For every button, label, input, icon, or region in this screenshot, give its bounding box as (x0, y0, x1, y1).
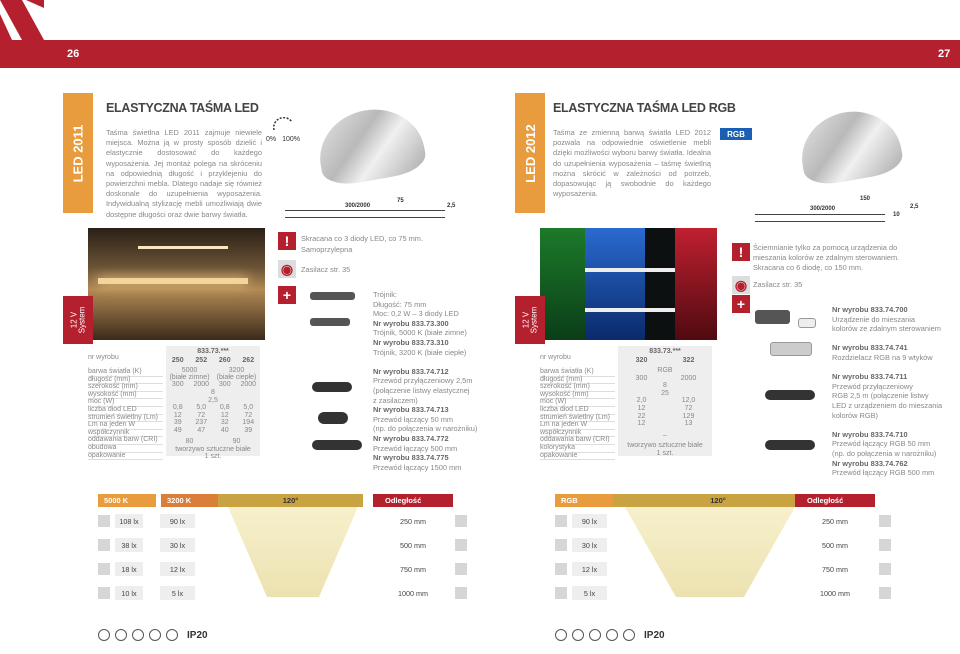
accessory-line: Nr wyrobu 833.74.762 (832, 458, 908, 468)
lux-3200k: 90 lx (160, 514, 195, 528)
dim-height: 2,5 (447, 203, 456, 209)
accessory-line: (połączenie listwy elastycznej (373, 385, 470, 395)
cable-image-2 (318, 412, 348, 424)
page-title: ELASTYCZNA TAŚMA LED (106, 101, 259, 115)
accessory-line: Trójnik, 3200 K (białe ciepłe) (373, 347, 467, 357)
accessory-line: (np. do połączenia w narożniku) (373, 424, 478, 434)
row-marker (455, 563, 467, 575)
cert-icon (623, 629, 635, 641)
table-row-label: liczba diod LED (88, 406, 163, 415)
accessory-line: Nr wyrobu 833.74.712 (373, 366, 449, 376)
light-glow (98, 278, 248, 284)
table-cell: 2000 (680, 374, 697, 382)
plus-icon-right: + (732, 295, 750, 313)
table-cell: 300 (635, 374, 648, 382)
row-marker (555, 539, 567, 551)
table-cell: 300 (171, 381, 184, 389)
accessory-line: Rozdzielacz RGB na 9 wtyków (832, 352, 933, 362)
rgb-badge: RGB (720, 128, 752, 140)
rgb-cable-image (765, 390, 815, 400)
note-shortening-right: Skracana co 6 diodę, co 150 mm. (753, 263, 864, 272)
lux-3200k: 12 lx (160, 562, 195, 576)
accessory-line: (np. do połączenia w narożniku) (832, 448, 937, 458)
row-marker (879, 563, 891, 575)
dim-height-right: 2,5 (910, 204, 919, 210)
product-band-right (515, 93, 545, 213)
blue-light (585, 228, 645, 340)
table-cell: 237 (195, 419, 208, 427)
row-marker (555, 587, 567, 599)
spec-table-left (88, 346, 268, 461)
accessory-line: Trójnik: (373, 290, 397, 299)
accessory-line (832, 334, 957, 344)
accessory-line: LED z urządzeniem do mieszania (832, 400, 943, 410)
lux-5000k: 18 lx (115, 562, 143, 576)
eye-icon-right: ◉ (732, 276, 750, 294)
hdr-distance-right: Odległość (795, 494, 875, 507)
table-cell: 300 (218, 381, 231, 389)
table-col-header: 320 (635, 357, 648, 364)
table-cell: 0,8 (172, 404, 183, 412)
table-col-header: 260 (218, 357, 231, 364)
table-row-label: barwa światła (K) (540, 368, 615, 377)
table-cell: 2,0 (636, 397, 647, 405)
light-cone (228, 507, 358, 597)
dimmer-indicator (266, 117, 306, 143)
cert-icon (572, 629, 584, 641)
table-cell: 12 (173, 411, 182, 419)
table-cell: 47 (197, 427, 206, 435)
lux-rgb: 90 lx (572, 514, 607, 528)
accessory-line: Nr wyrobu 833.74.741 (832, 343, 908, 353)
table-row-label: Lm na jeden W (88, 421, 163, 430)
accessory-line: Przewód przyłączeniowy 2,5m (373, 376, 473, 386)
table-row-label: długość (mm) (88, 376, 163, 385)
row-marker (879, 539, 891, 551)
nr-label: nr wyrobu (88, 354, 119, 361)
red-light (675, 228, 717, 340)
dim-pitch-right: 150 (860, 196, 871, 202)
eye-icon: ◉ (278, 260, 296, 278)
system-badge-right (515, 296, 545, 344)
table-cell: 0,8 (219, 404, 230, 412)
shelf (585, 268, 675, 272)
band-label: LED 2012 (522, 123, 538, 183)
table-cell: 2000 (193, 381, 210, 389)
accessory-line: kolorów ze zdalnym sterowaniem (832, 324, 941, 334)
table-cell: 8 (211, 389, 215, 397)
hdr-3200k: 3200 K (161, 494, 218, 507)
dim-length-right: 300/2000 (810, 206, 836, 212)
table-cell: 39 (173, 419, 182, 427)
hdr-distance: Odległość (373, 494, 453, 507)
table-col-header: 322 (682, 357, 695, 364)
rgb-strip-image (795, 104, 905, 188)
table-group-right: 833.73.*** (649, 348, 681, 355)
accessory-line: Trójnik, 5000 K (białe zimne) (373, 328, 467, 338)
table-group: 833.73.*** (197, 348, 229, 355)
accessory-line: Przewód łączący 50 mm (373, 414, 454, 424)
led-strip-image (313, 101, 429, 188)
table-cell: 12 (220, 411, 229, 419)
table-row-label: opakowanie (88, 452, 163, 461)
table-row-label: długość (mm) (540, 376, 615, 385)
header-bar (0, 40, 960, 68)
corner-decoration (0, 0, 60, 40)
cert-icon (132, 629, 144, 641)
accessory-list-left (373, 290, 483, 472)
t-connector-image (310, 292, 355, 300)
table-row-label: oddawania barw (CRI) (540, 436, 615, 445)
table-cell: 80 (185, 437, 194, 445)
accessory-line (832, 363, 957, 373)
accessory-line: Przewód łączący 1500 mm (373, 462, 462, 472)
accessory-line: Przewód łączący 500 mm (373, 443, 458, 453)
table-cell: (białe zimne) (169, 374, 210, 382)
accessory-line: kolorów RGB) (832, 410, 878, 420)
table-row-label: strumień świetlny (Lm) (540, 414, 615, 423)
table-row-label: współczynnik (540, 429, 615, 438)
shelf-light (138, 246, 228, 249)
cert-icon (589, 629, 601, 641)
product-description-right: Taśma ze zmienną barwą światła LED 2012 pozwala na odpowiednie oświetlenie mebli dzięki możliwości wyboru barwy światła. Idealna do uzupełnienia wyposażenia – taśmę świetlną można skrócić w zależności od potrzeb, dopasowując ją swobodnie do każdego wyposażenia. (553, 128, 711, 199)
table-cell: 8 (663, 382, 667, 390)
note-shortening: Skracana co 3 diody LED, co 75 mm. (301, 234, 424, 243)
table-row-label: współczynnik (88, 429, 163, 438)
table-row-label: opakowanie (540, 452, 615, 461)
rgb-shelf-photo (540, 228, 717, 340)
table-cell: 22 (637, 412, 646, 420)
strip-ruler-right (755, 214, 885, 222)
accessory-line: Nr wyrobu 833.74.710 (832, 429, 908, 439)
accessory-line (373, 357, 483, 367)
system-label: 12 V System (68, 306, 86, 334)
table-col-header: 250 (171, 357, 184, 364)
row-marker (455, 515, 467, 527)
table-cell: 39 (244, 427, 253, 435)
ip-rating-right: IP20 (644, 629, 665, 641)
controller-image (755, 310, 790, 324)
warning-icon-right: ! (732, 243, 750, 261)
accessory-line: RGB 2,5 m (połączenie listwy (832, 391, 929, 401)
distance-value: 250 mm (795, 514, 875, 528)
table-cell: 40 (220, 427, 229, 435)
table-col-header: 262 (242, 357, 255, 364)
row-marker (455, 587, 467, 599)
lux-5000k: 108 lx (115, 514, 143, 528)
table-cell: 129 (682, 412, 695, 420)
power-supply-ref-right: Zasilacz str. 35 (753, 280, 803, 289)
table-row-label: wysokość (mm) (88, 391, 163, 400)
table-cell: (białe ciepłe) (216, 374, 257, 382)
row-marker (455, 539, 467, 551)
cert-icon (98, 629, 110, 641)
table-row-label: moc (W) (540, 398, 615, 407)
accessory-line: Nr wyrobu 833.73.300 (373, 318, 449, 328)
table-cell: 5,0 (196, 404, 207, 412)
table-cell: 3200 (228, 367, 245, 374)
distance-value: 1000 mm (373, 586, 453, 600)
table-cell: tworzywo sztuczne białe (627, 442, 703, 450)
accessory-line (832, 420, 957, 430)
splitter-image (770, 342, 812, 356)
t-connector-image-2 (310, 318, 350, 326)
row-marker (98, 563, 110, 575)
accessory-line: Nr wyrobu 833.74.775 (373, 453, 449, 463)
table-cell: 12,0 (681, 397, 696, 405)
power-supply-ref: Zasilacz str. 35 (301, 265, 351, 274)
table-cell: 2,5 (208, 396, 218, 404)
dimmer-min: 0% (266, 136, 277, 143)
lux-rgb: 5 lx (572, 586, 607, 600)
distance-value: 750 mm (373, 562, 453, 576)
plus-icon: + (278, 286, 296, 304)
table-cell: 5000 (181, 367, 198, 374)
table-cell: 2000 (240, 381, 257, 389)
table-cell: 194 (242, 419, 255, 427)
nr-label-right: nr wyrobu (540, 354, 571, 361)
table-row-label: oddawania barw (CRI) (88, 436, 163, 445)
cert-icon (149, 629, 161, 641)
accessory-line: Nr wyrobu 833.74.711 (832, 372, 908, 382)
cert-icon (166, 629, 178, 641)
product-band-left (63, 93, 93, 213)
cert-icon (606, 629, 618, 641)
row-marker (879, 587, 891, 599)
page-number-left: 26 (67, 48, 80, 60)
table-cell: tworzywo sztuczne białe (175, 446, 251, 454)
lux-3200k: 30 lx (160, 538, 195, 552)
row-marker (879, 515, 891, 527)
rgb-cable-image-2 (765, 440, 815, 450)
table-cell: 49 (173, 427, 182, 435)
note-adhesive: Samoprzylepna (301, 245, 353, 254)
table-cell: 13 (684, 420, 693, 428)
dimmer-icon (266, 117, 306, 131)
accessory-list-right (832, 305, 957, 478)
light-cone-right (625, 507, 795, 597)
accessory-line: z zasilaczem) (373, 395, 418, 405)
accessory-line: Przewód łączący RGB 500 mm (832, 468, 935, 478)
cert-icons-right (555, 628, 665, 642)
table-cell: 1 szt. (656, 449, 674, 457)
table-cell: 12 (637, 405, 646, 412)
table-cell: 12 (637, 420, 646, 428)
cable-image-3 (312, 440, 362, 450)
table-row-label: szerokość (mm) (540, 383, 615, 392)
hdr-angle-right: 120° (613, 494, 823, 507)
cert-icons-left (98, 628, 208, 642)
table-cell: RGB (657, 367, 673, 374)
table-row-label: kolorystyka (540, 444, 615, 453)
hdr-5000k: 5000 K (98, 494, 156, 507)
accessory-line: Długość: 75 mm (373, 299, 427, 309)
row-marker (98, 515, 110, 527)
accessory-line: Moc: 0,2 W – 3 diody LED (373, 309, 459, 319)
distance-value: 250 mm (373, 514, 453, 528)
system-label: 12 V System (520, 306, 538, 334)
cable-image (312, 382, 352, 392)
table-cell: 72 (197, 411, 206, 419)
distance-value: 500 mm (795, 538, 875, 552)
table-cell: 5,0 (243, 404, 254, 412)
shelf (585, 308, 675, 312)
strip-ruler (285, 210, 445, 218)
cert-icon (555, 629, 567, 641)
row-marker (98, 587, 110, 599)
spec-table-right (540, 346, 720, 461)
row-marker (98, 539, 110, 551)
accessory-line: Przewód przyłączeniowy (832, 381, 913, 391)
note-dimming: Ściemnianie tylko za pomocą urządzenia do mieszania kolorów ze zdalnym sterowaniem. (753, 243, 900, 262)
table-row-label: barwa światła (K) (88, 368, 163, 377)
table-row-label: strumień świetlny (Lm) (88, 414, 163, 423)
lux-rgb: 12 lx (572, 562, 607, 576)
table-row-label: liczba diod LED (540, 406, 615, 415)
corner-stripes (0, 0, 60, 40)
hdr-rgb: RGB (555, 494, 613, 507)
dim-pitch: 75 (397, 198, 404, 204)
hdr-angle: 120° (218, 494, 363, 507)
row-marker (555, 515, 567, 527)
table-cell: 72 (244, 411, 253, 419)
table-row-label: szerokość (mm) (88, 383, 163, 392)
band-label: LED 2011 (70, 124, 86, 182)
cert-icon (115, 629, 127, 641)
dim-length: 300/2000 (345, 203, 371, 209)
remote-image (798, 318, 816, 328)
accessory-line: Nr wyrobu 833.74.772 (373, 433, 449, 443)
dim-width-right: 10 (893, 212, 900, 218)
accessory-line: Przewód łączący RGB 50 mm (832, 439, 931, 449)
table-col-header: 252 (195, 357, 208, 364)
table-row-label: wysokość (mm) (540, 391, 615, 400)
lux-5000k: 10 lx (115, 586, 143, 600)
distance-value: 500 mm (373, 538, 453, 552)
accessory-line: Nr wyrobu 833.74.713 (373, 405, 449, 415)
warning-icon: ! (278, 232, 296, 250)
dimmer-max: 100% (282, 136, 301, 143)
kitchen-photo (88, 228, 265, 340)
ip-rating-left: IP20 (187, 629, 208, 641)
system-badge-left (63, 296, 93, 344)
table-cell: 32 (220, 419, 229, 427)
table-cell: 90 (232, 437, 241, 445)
lux-3200k: 5 lx (160, 586, 195, 600)
table-cell: – (663, 432, 667, 440)
lux-5000k: 38 lx (115, 538, 143, 552)
accessory-line: Nr wyrobu 833.73.310 (373, 337, 449, 347)
product-description: Taśma świetlna LED 2011 zajmuje niewiele miejsca. Można ją w prosty sposób dzielić i elastycznie dostosować do każdego wyposażenia. Jej montaż polega na skróceniu na odpowiednią długość i przyklejeniu do powierzchni mebla. Dlatego nadaje się również doskonale do uzupełnienia wyposażenia. Indywidualną stylizację mebli umożliwiają dwie dostępne długości oraz dwie barwy światła. (106, 128, 262, 219)
table-cell: 72 (684, 405, 693, 412)
accessory-line: Nr wyrobu 833.74.700 (832, 305, 908, 314)
row-marker (555, 563, 567, 575)
table-row-label: moc (W) (88, 398, 163, 407)
page-title-right: ELASTYCZNA TAŚMA LED RGB (553, 101, 736, 115)
table-row-label: Lm na jeden W (540, 421, 615, 430)
lux-rgb: 30 lx (572, 538, 607, 552)
green-light (540, 228, 585, 340)
table-row-label: obudowa (88, 444, 163, 453)
page-number-right: 27 (938, 48, 951, 60)
distance-value: 750 mm (795, 562, 875, 576)
table-cell: 25 (661, 389, 669, 397)
accessory-line: Urządzenie do mieszania (832, 314, 915, 324)
table-cell: 1 szt. (204, 452, 222, 460)
distance-value: 1000 mm (795, 586, 875, 600)
